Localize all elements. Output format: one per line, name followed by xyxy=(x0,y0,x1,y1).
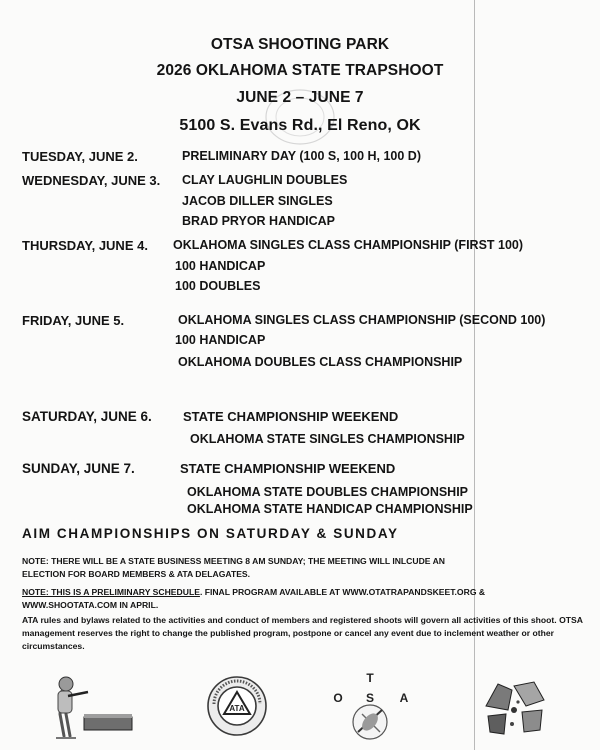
ata-association-logo-icon xyxy=(206,674,268,738)
event-wednesday-1: CLAY LAUGHLIN DOUBLES xyxy=(182,173,348,187)
event-title: 2026 OKLAHOMA STATE TRAPSHOOT xyxy=(156,62,444,79)
day-wednesday: WEDNESDAY, JUNE 3. xyxy=(22,173,161,188)
event-saturday-2: OKLAHOMA STATE SINGLES CHAMPIONSHIP xyxy=(190,432,465,446)
event-friday-2: 100 HANDICAP xyxy=(175,333,266,347)
note-preliminary-line1 xyxy=(22,586,485,599)
broken-clay-target-icon xyxy=(478,676,552,740)
park-name: OTSA SHOOTING PARK xyxy=(210,36,390,53)
event-address: 5100 S. Evans Rd., El Reno, OK xyxy=(179,117,421,134)
event-wednesday-2: JACOB DILLER SINGLES xyxy=(182,194,333,208)
note-business-meeting-line2: ELECTION FOR BOARD MEMBERS & ATA DELAGATES. xyxy=(22,569,251,579)
note-preliminary-rest: . FINAL PROGRAM AVAILABLE AT WWW.OTATRAPANDSKEET.ORG & xyxy=(199,587,486,597)
aim-championships-banner: AIM CHAMPIONSHIPS ON SATURDAY & SUNDAY xyxy=(22,526,399,541)
event-thursday-1: OKLAHOMA SINGLES CLASS CHAMPIONSHIP (FIRST 100) xyxy=(173,238,524,252)
otsa-letter-o: O xyxy=(333,691,343,705)
otsa-letter-a: A xyxy=(399,691,409,705)
otsa-logo-icon xyxy=(328,670,412,742)
event-dates: JUNE 2 – JUNE 7 xyxy=(236,89,364,106)
event-friday-3: OKLAHOMA DOUBLES CLASS CHAMPIONSHIP xyxy=(178,355,463,369)
day-friday: FRIDAY, JUNE 5. xyxy=(22,313,125,328)
event-wednesday-3: BRAD PRYOR HANDICAP xyxy=(182,214,336,228)
note-business-meeting-line1: NOTE: THERE WILL BE A STATE BUSINESS MEETING 8 AM SUNDAY; THE MEETING WILL INLCUDE AN xyxy=(22,556,446,566)
trap-shooter-clipart-icon xyxy=(50,674,140,744)
event-thursday-2: 100 HANDICAP xyxy=(175,259,266,273)
event-saturday-1: STATE CHAMPIONSHIP WEEKEND xyxy=(183,409,399,424)
svg-text:ATA: ATA xyxy=(229,704,245,713)
event-sunday-3: OKLAHOMA STATE HANDICAP CHAMPIONSHIP xyxy=(187,502,473,516)
note-preliminary-underlined: NOTE: THIS IS A PRELIMINARY SCHEDULE xyxy=(22,587,200,597)
event-thursday-3: 100 DOUBLES xyxy=(175,279,261,293)
day-saturday: SATURDAY, JUNE 6. xyxy=(22,409,152,424)
day-thursday: THURSDAY, JUNE 4. xyxy=(22,238,148,253)
flyer-header xyxy=(0,32,600,140)
otsa-letter-t: T xyxy=(366,671,374,685)
ata-rules-paragraph: ATA rules and bylaws related to the activities and conduct of members and registered shoots will govern all activities of this shoot. OTSA management reserves the right to change the published program, postpone or cancel any event due to inclement weather or other circumstances. xyxy=(22,615,583,651)
day-tuesday: TUESDAY, JUNE 2. xyxy=(22,149,138,164)
note-preliminary-line2: WWW.SHOOTATA.COM IN APRIL. xyxy=(22,600,159,610)
day-sunday: SUNDAY, JUNE 7. xyxy=(22,461,135,476)
event-sunday-2: OKLAHOMA STATE DOUBLES CHAMPIONSHIP xyxy=(187,485,469,499)
otsa-letter-s: S xyxy=(365,691,375,705)
event-friday-1: OKLAHOMA SINGLES CLASS CHAMPIONSHIP (SECOND 100) xyxy=(178,313,546,327)
event-sunday-1: STATE CHAMPIONSHIP WEEKEND xyxy=(180,461,396,476)
event-tuesday-1: PRELIMINARY DAY (100 S, 100 H, 100 D) xyxy=(182,149,421,163)
